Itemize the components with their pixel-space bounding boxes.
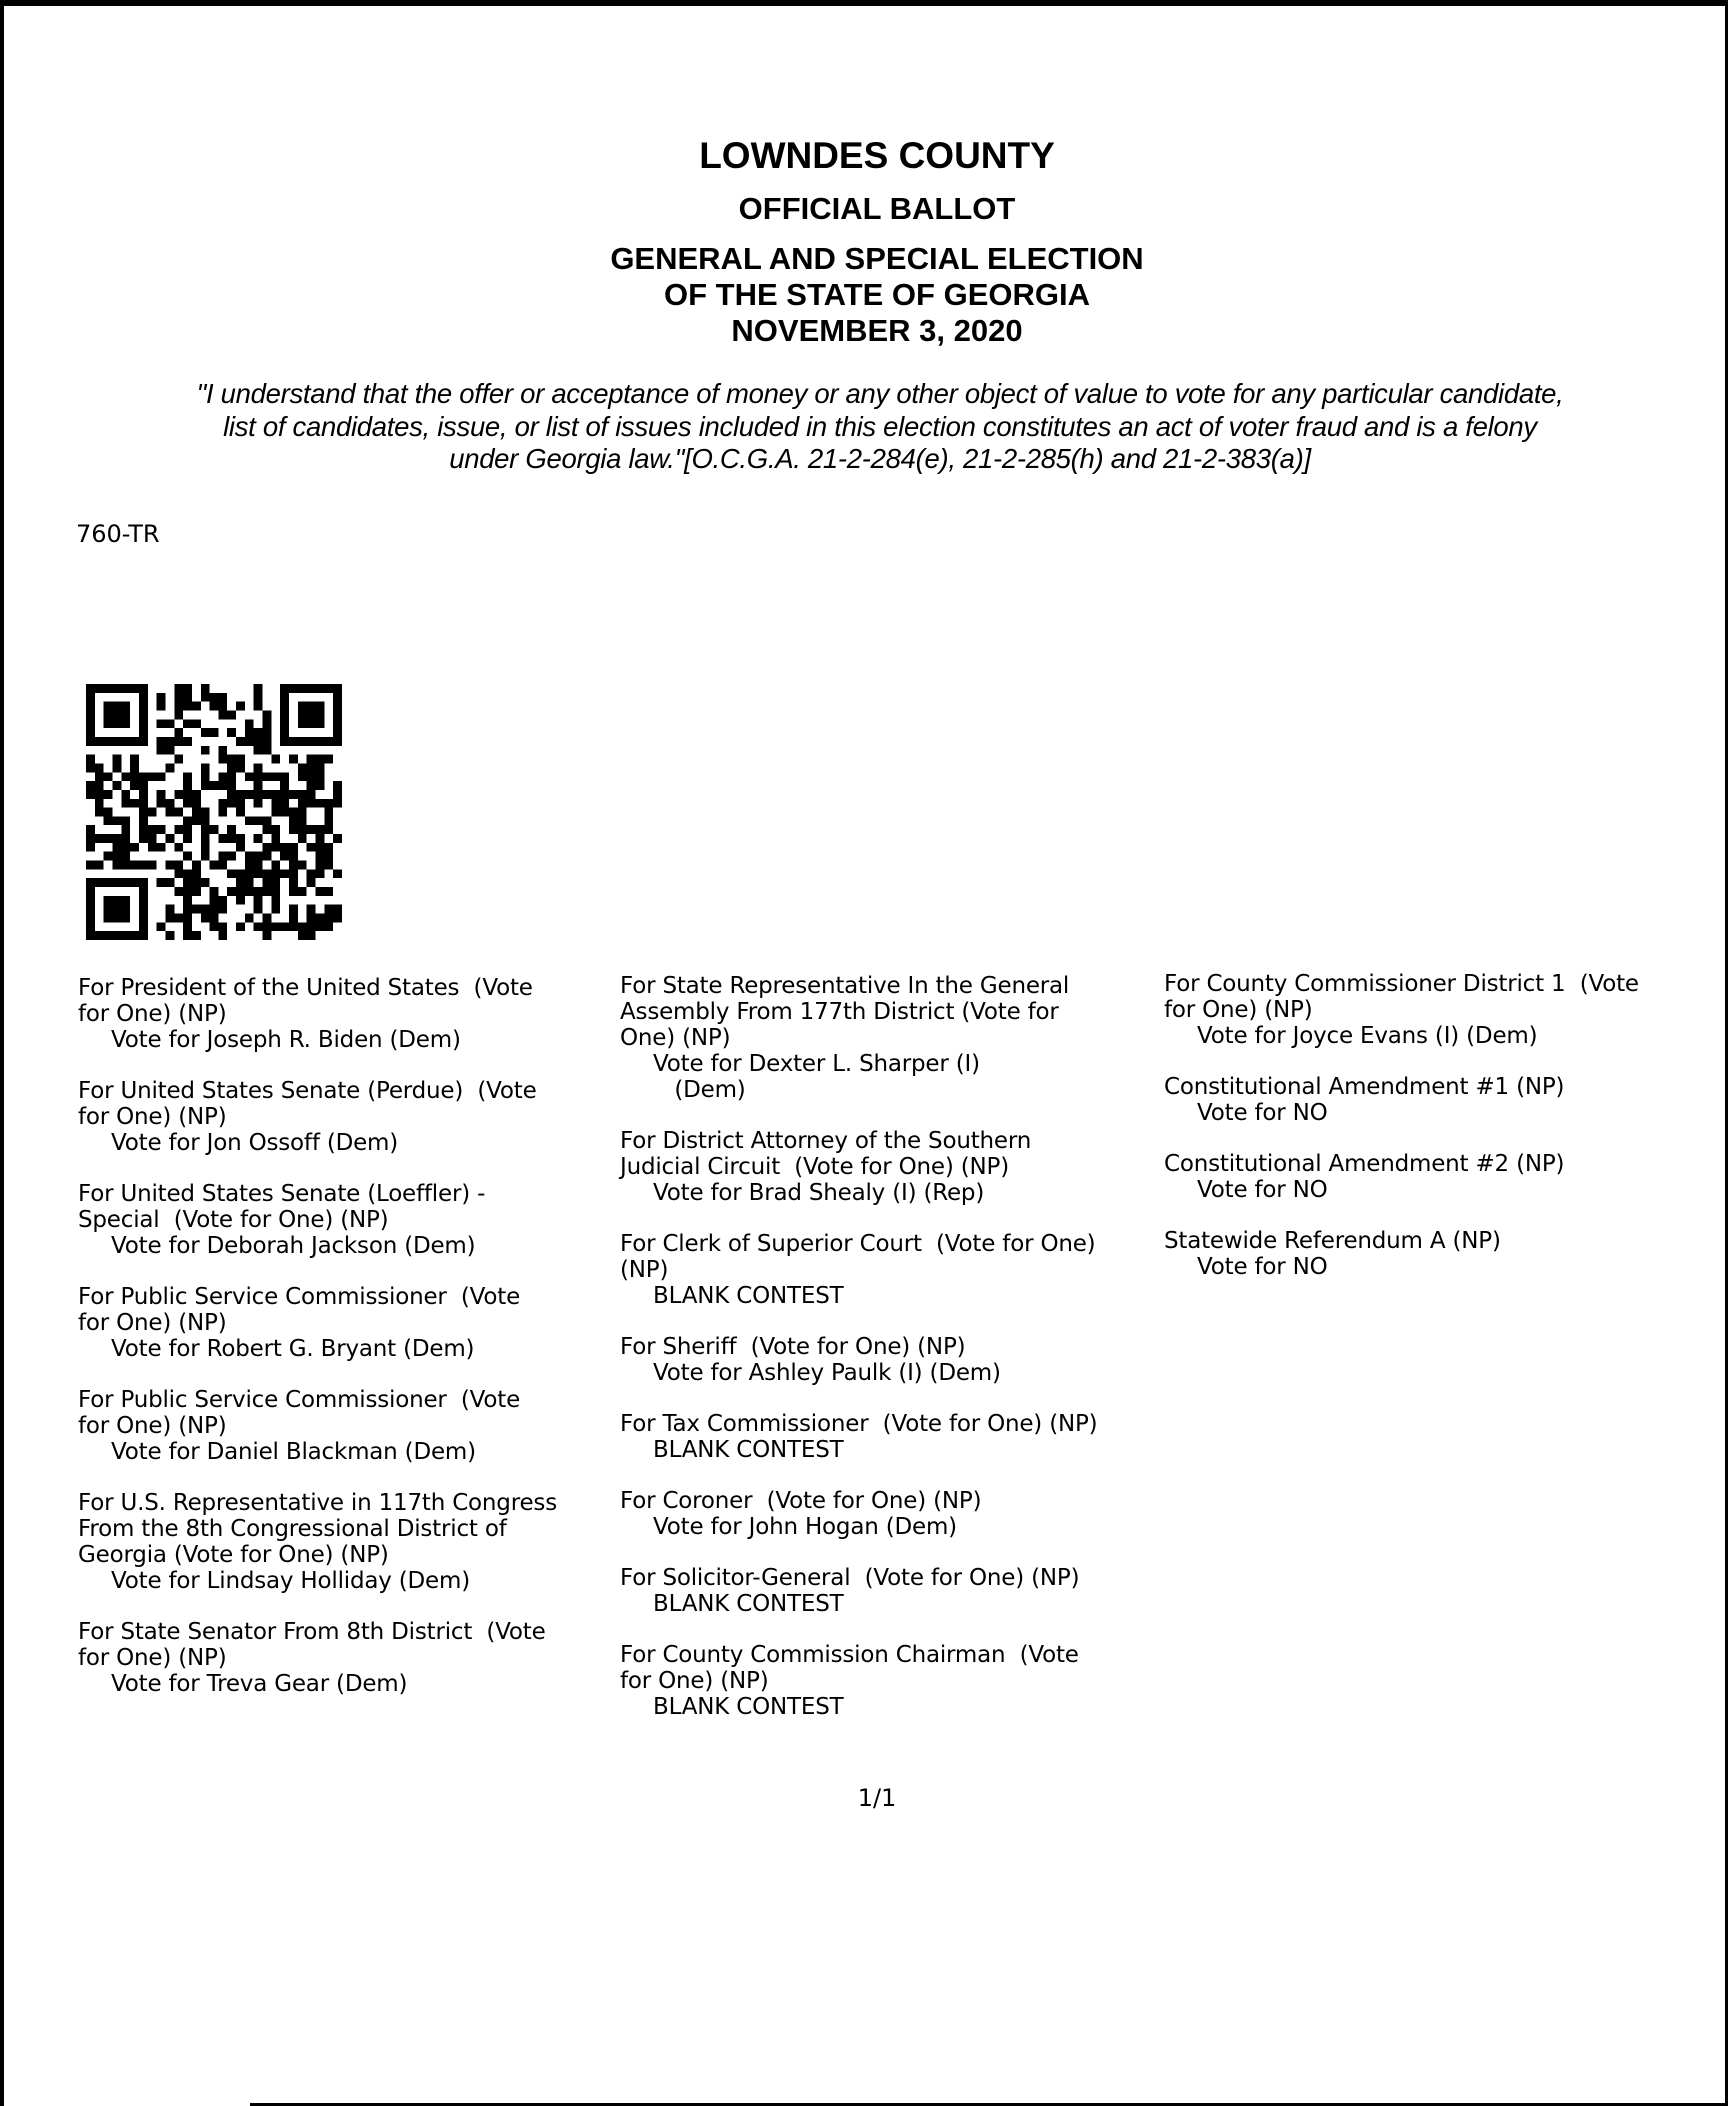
contest-column-3 [1164, 971, 1724, 1305]
contest-item [620, 1411, 1160, 1463]
ballot-header [0, 134, 1728, 349]
election-date: NOVEMBER 3, 2020 [731, 313, 1023, 348]
qr-code-icon [76, 684, 352, 940]
contest-title: For Tax Commissioner (Vote for One) (NP) [620, 1411, 1098, 1437]
contest-selection: Vote for John Hogan (Dem) [653, 1514, 957, 1540]
contest-column-2 [620, 973, 1160, 1745]
contest-title: Statewide Referendum A (NP) [1164, 1228, 1501, 1254]
oath-line: under Georgia law."[O.C.G.A. 21-2-284(e), 21-2-285(h) and 21-2-383(a)] [449, 443, 1311, 474]
contest-item [1164, 1151, 1724, 1203]
contest-item [620, 1231, 1160, 1309]
contest-selection: Vote for Deborah Jackson (Dem) [111, 1233, 476, 1259]
contest-item [620, 1565, 1160, 1617]
contest-selection: Vote for Daniel Blackman (Dem) [111, 1439, 476, 1465]
oath-line: list of candidates, issue, or list of issues included in this election constitutes an act of voter fraud and is a felony [223, 410, 1537, 442]
election-title-line1: GENERAL AND SPECIAL ELECTION [610, 241, 1144, 276]
contest-title: For Public Service Commissioner (Vote for One) (NP) [78, 1387, 521, 1439]
contest-selection: Vote for NO [1197, 1100, 1328, 1126]
election-title-line2: OF THE STATE OF GEORGIA [664, 277, 1090, 312]
contest-title: For Solicitor-General (Vote for One) (NP) [620, 1565, 1080, 1591]
election-title [0, 241, 1728, 349]
contest-selection: Vote for Jon Ossoff (Dem) [111, 1130, 399, 1156]
contest-selection: Vote for Lindsay Holliday (Dem) [111, 1568, 470, 1594]
page-number: 1/1 [857, 1784, 897, 1812]
page-border-top [0, 0, 1728, 6]
contest-item [620, 1334, 1160, 1386]
contest-title: Constitutional Amendment #1 (NP) [1164, 1074, 1565, 1100]
contest-title: For United States Senate (Perdue) (Vote for One) (NP) [78, 1078, 537, 1130]
contest-item [78, 1078, 608, 1156]
contest-title: For State Senator From 8th District (Vote for One) (NP) [78, 1619, 546, 1671]
contest-selection: Vote for NO [1197, 1177, 1328, 1203]
contest-title: For President of the United States (Vote for One) (NP) [78, 975, 533, 1027]
contest-item [620, 1128, 1160, 1206]
ballot-style-code: 760-TR [76, 520, 160, 548]
contest-item [78, 975, 608, 1053]
contest-item [620, 1642, 1160, 1720]
contest-item [620, 973, 1160, 1103]
contest-selection: Vote for Ashley Paulk (I) (Dem) [653, 1360, 1001, 1386]
contest-item [78, 1181, 608, 1259]
contest-item [78, 1284, 608, 1362]
contest-item [1164, 1228, 1724, 1280]
contest-column-1 [78, 975, 608, 1722]
contest-title: For County Commissioner District 1 (Vote for One) (NP) [1164, 971, 1639, 1023]
contest-title: For Sheriff (Vote for One) (NP) [620, 1334, 966, 1360]
oath-line: "I understand that the offer or acceptance of money or any other object of value to vote for any particular candidate, [196, 378, 1564, 409]
contest-title: Constitutional Amendment #2 (NP) [1164, 1151, 1565, 1177]
contest-selection: BLANK CONTEST [653, 1694, 844, 1720]
contest-selection: Vote for Robert G. Bryant (Dem) [111, 1336, 475, 1362]
voter-fraud-statement [70, 378, 1690, 476]
ballot-type-title: OFFICIAL BALLOT [738, 191, 1016, 226]
contest-item [78, 1387, 608, 1465]
contest-item [1164, 971, 1724, 1049]
contest-title: For Coroner (Vote for One) (NP) [620, 1488, 982, 1514]
contest-title: For District Attorney of the Southern Judicial Circuit (Vote for One) (NP) [620, 1128, 1032, 1180]
contest-selection: Vote for Joyce Evans (I) (Dem) [1197, 1023, 1538, 1049]
contest-selection: BLANK CONTEST [653, 1283, 844, 1309]
contest-title: For United States Senate (Loeffler) - Special (Vote for One) (NP) [78, 1181, 486, 1233]
contest-title: For U.S. Representative in 117th Congress From the 8th Congressional District of Georgia (Vote for One) (NP) [78, 1490, 557, 1568]
county-title: LOWNDES COUNTY [699, 135, 1055, 176]
contest-title: For Clerk of Superior Court (Vote for One) (NP) [620, 1231, 1096, 1283]
contest-selection: BLANK CONTEST [653, 1437, 844, 1463]
contest-selection: Vote for Brad Shealy (I) (Rep) [653, 1180, 985, 1206]
contest-title: For State Representative In the General Assembly From 177th District (Vote for One) (NP) [620, 973, 1070, 1051]
contest-title: For Public Service Commissioner (Vote for One) (NP) [78, 1284, 521, 1336]
contest-item [620, 1488, 1160, 1540]
contest-item [78, 1490, 608, 1594]
contest-selection: Vote for Treva Gear (Dem) [111, 1671, 408, 1697]
contest-selection: Vote for NO [1197, 1254, 1328, 1280]
contest-selection: Vote for Joseph R. Biden (Dem) [111, 1027, 461, 1053]
contest-selection: Vote for Dexter L. Sharper (I) (Dem) [653, 1051, 980, 1103]
contest-item [1164, 1074, 1724, 1126]
contest-title: For County Commission Chairman (Vote for One) (NP) [620, 1642, 1079, 1694]
contest-selection: BLANK CONTEST [653, 1591, 844, 1617]
contest-item [78, 1619, 608, 1697]
